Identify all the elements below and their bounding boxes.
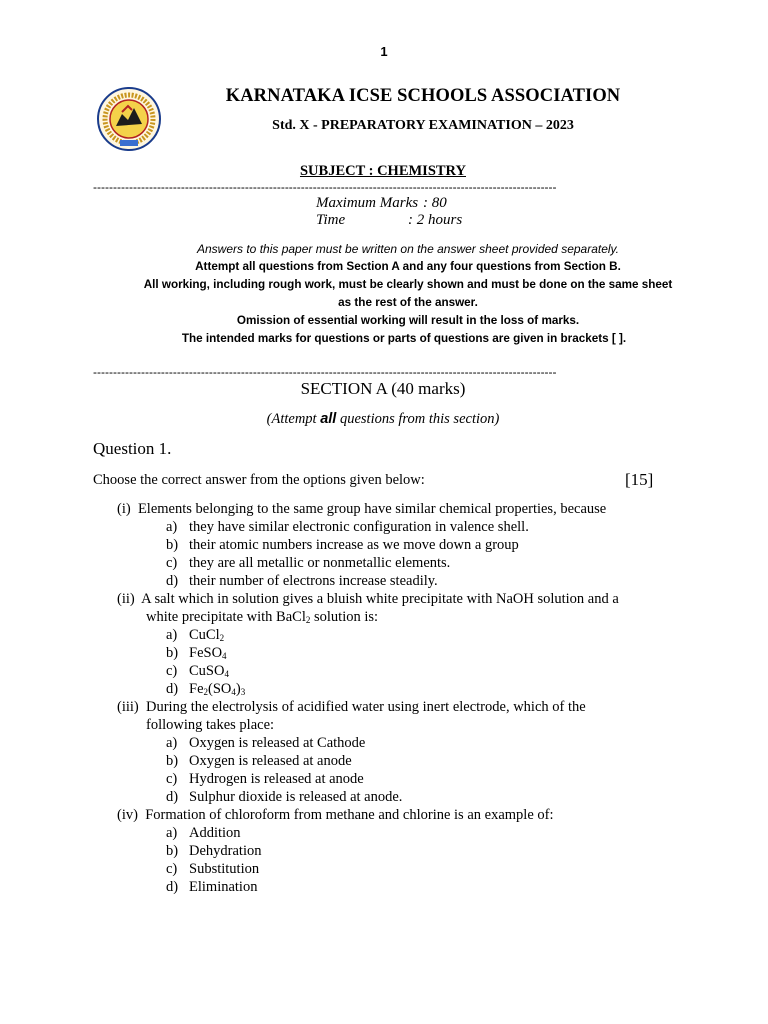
option-formula (189, 662, 229, 680)
item-text: Elements belonging to the same group have similar chemical properties, because (137, 501, 607, 517)
question-item-iii (117, 698, 586, 716)
option-text: Oxygen is released at Cathode (189, 735, 366, 751)
subscript: 4 (224, 669, 229, 679)
max-marks-value: : 80 (423, 195, 447, 211)
section-instruction (0, 411, 766, 428)
option (166, 878, 258, 896)
option-letter: c) (166, 555, 178, 571)
formula-part: ) (235, 681, 241, 697)
subscript: 3 (240, 687, 246, 697)
option (166, 554, 451, 572)
option-letter: c) (166, 663, 178, 679)
cont-text: solution is: (310, 609, 379, 625)
instruction-1: Answers to this paper must be written on the answer sheet provided separately. (197, 242, 619, 256)
section-title: SECTION A (40 marks) (300, 379, 466, 398)
option-formula (189, 626, 224, 644)
max-marks (316, 195, 447, 212)
option-letter: b) (166, 843, 179, 859)
option (166, 860, 260, 878)
option (166, 842, 262, 860)
option-text: Sulphur dioxide is released at anode. (189, 789, 403, 805)
option-formula (189, 644, 227, 662)
option-text: they are all metallic or nonmetallic elements. (189, 555, 451, 571)
subscript: 4 (222, 651, 227, 661)
item-text: A salt which in solution gives a bluish white precipitate with NaOH solution and a (141, 591, 619, 607)
option (166, 752, 352, 770)
formula-part: (SO (208, 681, 232, 697)
time (316, 212, 463, 229)
option (166, 626, 225, 644)
instructions (143, 240, 673, 348)
option-letter: d) (166, 573, 179, 589)
option (166, 770, 364, 788)
item-number: (ii) (117, 591, 135, 607)
time-label: Time (316, 212, 346, 228)
option-text: Substitution (189, 861, 260, 877)
item-text: Formation of chloroform from methane and chlorine is an example of: (145, 807, 554, 823)
page-number: 1 (380, 44, 388, 59)
option-formula (189, 680, 245, 698)
option-letter: d) (166, 681, 179, 697)
subscript: 2 (203, 687, 208, 697)
option-letter: b) (166, 645, 179, 661)
option (166, 824, 241, 842)
option (166, 572, 438, 590)
question-prompt: Choose the correct answer from the options given below: (93, 472, 425, 488)
instruction-5: The intended marks for questions or parts of questions are given in brackets [ ]. (181, 332, 627, 345)
option-text: their atomic numbers increase as we move down a group (189, 537, 519, 553)
cont-text: white precipitate with BaCl (146, 609, 306, 625)
instruction-3: All working, including rough work, must be clearly shown and must be done on the same sheet as the rest of the answer. (143, 278, 673, 309)
item-continuation: following takes place: (146, 717, 275, 733)
option-letter: a) (166, 735, 178, 751)
option-text: their number of electrons increase steadily. (189, 573, 438, 589)
option (166, 680, 246, 698)
option-letter: b) (166, 753, 179, 769)
option-letter: d) (166, 789, 179, 805)
item-number: (i) (117, 501, 131, 517)
option-letter: c) (166, 771, 178, 787)
subscript: 2 (305, 615, 311, 625)
question-title: Question 1. (93, 439, 172, 458)
item-number: (iii) (117, 699, 139, 715)
question-item-i (117, 500, 606, 518)
formula-part: Fe (189, 681, 204, 697)
exam-title: Std. X - PREPARATORY EXAMINATION – 2023 (272, 118, 574, 133)
option-letter: c) (166, 861, 178, 877)
option-text: they have similar electronic configuration in valence shell. (189, 519, 529, 535)
option-letter: a) (166, 627, 178, 643)
item-text: During the electrolysis of acidified water using inert electrode, which of the (146, 699, 586, 715)
instruction-2: Attempt all questions from Section A and any four questions from Section B. (195, 260, 621, 273)
attempt-bold: all (320, 411, 337, 427)
option-letter: a) (166, 519, 178, 535)
option-text: Addition (189, 825, 241, 841)
item-continuation (146, 608, 378, 626)
attempt-pre: (Attempt (266, 411, 321, 427)
question-marks: [15] (625, 470, 654, 489)
option-text: Oxygen is released at anode (189, 753, 352, 769)
option (166, 518, 529, 536)
formula-part: CuSO (189, 663, 225, 679)
option-letter: a) (166, 825, 178, 841)
option (166, 662, 229, 680)
option-text: Dehydration (189, 843, 262, 859)
subscript: 4 (231, 687, 236, 697)
formula-part: FeSO (189, 645, 223, 661)
option (166, 644, 227, 662)
question-item-ii (117, 590, 619, 608)
option-text: Hydrogen is released at anode (189, 771, 364, 787)
max-marks-label: Maximum Marks (316, 195, 419, 211)
divider-bottom: -------------------------------------------------------------------------------------------------------------------- (93, 366, 557, 378)
instruction-4: Omission of essential working will result in the loss of marks. (236, 314, 580, 327)
option (166, 536, 519, 554)
option-letter: d) (166, 879, 179, 895)
option-letter: b) (166, 537, 179, 553)
option (166, 788, 403, 806)
organization-title: KARNATAKA ICSE SCHOOLS ASSOCIATION (225, 86, 621, 106)
subject-title (0, 163, 766, 180)
option-text: Elimination (189, 879, 258, 895)
question-item-iv (117, 806, 553, 824)
time-value: : 2 hours (408, 212, 463, 228)
attempt-post: questions from this section) (336, 411, 500, 427)
subject-text: SUBJECT : CHEMISTRY (299, 163, 466, 179)
item-number: (iv) (117, 807, 138, 823)
option (166, 734, 366, 752)
divider-top: -------------------------------------------------------------------------------------------------------------------- (93, 181, 557, 193)
subscript: 2 (219, 633, 225, 643)
formula-part: CuCl (189, 627, 220, 643)
